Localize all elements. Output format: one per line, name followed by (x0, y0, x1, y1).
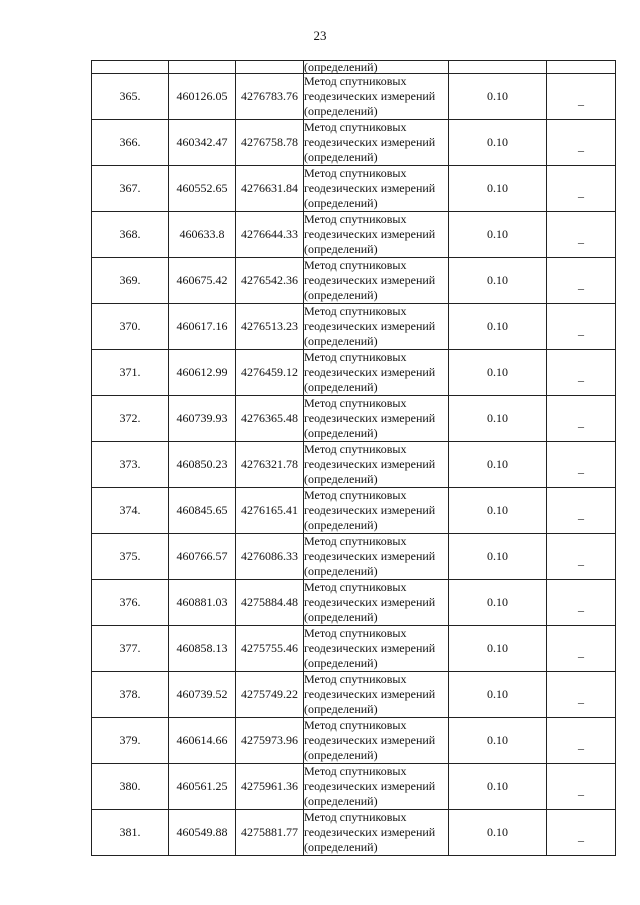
description-cell (547, 442, 616, 488)
method-line: геодезических измерений (304, 135, 436, 149)
coord-x-cell: 460633.8 (169, 212, 236, 258)
method-line: (определений) (304, 840, 378, 854)
coord-x-cell: 460126.05 (169, 74, 236, 120)
accuracy-cell: 0.10 (449, 764, 547, 810)
description-value: _ (578, 599, 584, 613)
coord-x-cell: 460850.23 (169, 442, 236, 488)
coord-x-cell: 460612.99 (169, 350, 236, 396)
coord-x-cell: 460739.52 (169, 672, 236, 718)
description-value: _ (578, 829, 584, 843)
method-line: геодезических измерений (304, 319, 436, 333)
point-number-cell: 372. (92, 396, 169, 442)
method-line: геодезических измерений (304, 227, 436, 241)
continuation-method-cell: (определений) (304, 61, 449, 74)
coordinates-table-body (92, 61, 616, 856)
method-cell (304, 304, 449, 350)
method-cell (304, 626, 449, 672)
point-number-cell: 377. (92, 626, 169, 672)
method-cell (304, 718, 449, 764)
method-line: геодезических измерений (304, 779, 436, 793)
method-line: геодезических измерений (304, 365, 436, 379)
method-line: Метод спутниковых (304, 580, 407, 594)
accuracy-cell: 0.10 (449, 442, 547, 488)
coord-x-cell: 460845.65 (169, 488, 236, 534)
accuracy-cell: 0.10 (449, 810, 547, 856)
description-cell (547, 396, 616, 442)
method-line: геодезических измерений (304, 89, 436, 103)
description-cell (547, 488, 616, 534)
coord-y-cell: 4276758.78 (236, 120, 304, 166)
method-line: (определений) (304, 656, 378, 670)
point-number-cell: 367. (92, 166, 169, 212)
description-cell (547, 718, 616, 764)
point-number-cell: 380. (92, 764, 169, 810)
accuracy-cell: 0.10 (449, 258, 547, 304)
coord-x-cell: 460617.16 (169, 304, 236, 350)
point-number-cell: 376. (92, 580, 169, 626)
coord-y-cell: 4275881.77 (236, 810, 304, 856)
method-cell (304, 488, 449, 534)
table-row (92, 304, 616, 350)
method-cell (304, 212, 449, 258)
accuracy-cell: 0.10 (449, 534, 547, 580)
table-row (92, 626, 616, 672)
coord-y-cell: 4275749.22 (236, 672, 304, 718)
coord-y-cell: 4276459.12 (236, 350, 304, 396)
description-cell (547, 304, 616, 350)
description-value: _ (578, 415, 584, 429)
description-cell (547, 258, 616, 304)
point-number-cell: 365. (92, 74, 169, 120)
method-line: Метод спутниковых (304, 626, 407, 640)
coord-y-cell: 4276542.36 (236, 258, 304, 304)
method-line: геодезических измерений (304, 503, 436, 517)
point-number-cell: 379. (92, 718, 169, 764)
method-cell (304, 74, 449, 120)
description-cell (547, 350, 616, 396)
method-cell (304, 258, 449, 304)
point-number-cell: 373. (92, 442, 169, 488)
description-cell (547, 534, 616, 580)
method-line: геодезических измерений (304, 273, 436, 287)
method-line: (определений) (304, 334, 378, 348)
description-value: _ (578, 139, 584, 153)
method-line: геодезических измерений (304, 181, 436, 195)
continuation-cell-y (236, 61, 304, 74)
table-row (92, 212, 616, 258)
method-line: Метод спутниковых (304, 534, 407, 548)
accuracy-cell: 0.10 (449, 120, 547, 166)
continuation-cell-x (169, 61, 236, 74)
description-value: _ (578, 277, 584, 291)
description-cell (547, 166, 616, 212)
coord-y-cell: 4276631.84 (236, 166, 304, 212)
description-value: _ (578, 737, 584, 751)
accuracy-cell: 0.10 (449, 396, 547, 442)
method-line: геодезических измерений (304, 687, 436, 701)
method-cell (304, 350, 449, 396)
description-value: _ (578, 645, 584, 659)
accuracy-cell: 0.10 (449, 350, 547, 396)
method-line: Метод спутниковых (304, 166, 407, 180)
description-value: _ (578, 185, 584, 199)
method-cell (304, 120, 449, 166)
point-number-cell: 370. (92, 304, 169, 350)
coord-x-cell: 460549.88 (169, 810, 236, 856)
method-line: геодезических измерений (304, 641, 436, 655)
description-value: _ (578, 507, 584, 521)
description-cell (547, 764, 616, 810)
description-cell (547, 580, 616, 626)
method-cell (304, 764, 449, 810)
description-value: _ (578, 783, 584, 797)
coord-x-cell: 460675.42 (169, 258, 236, 304)
method-line: Метод спутниковых (304, 120, 407, 134)
description-cell (547, 626, 616, 672)
point-number-cell: 378. (92, 672, 169, 718)
accuracy-cell: 0.10 (449, 166, 547, 212)
method-line: (определений) (304, 518, 378, 532)
table-row (92, 396, 616, 442)
method-line: Метод спутниковых (304, 718, 407, 732)
method-line: (определений) (304, 288, 378, 302)
coord-y-cell: 4276783.76 (236, 74, 304, 120)
accuracy-cell: 0.10 (449, 74, 547, 120)
accuracy-cell: 0.10 (449, 580, 547, 626)
description-cell (547, 810, 616, 856)
coord-x-cell: 460858.13 (169, 626, 236, 672)
point-number-cell: 368. (92, 212, 169, 258)
coord-y-cell: 4275973.96 (236, 718, 304, 764)
method-line: Метод спутниковых (304, 396, 407, 410)
method-line: Метод спутниковых (304, 212, 407, 226)
description-cell (547, 212, 616, 258)
method-line: Метод спутниковых (304, 258, 407, 272)
coord-y-cell: 4276644.33 (236, 212, 304, 258)
point-number-cell: 366. (92, 120, 169, 166)
coord-x-cell: 460614.66 (169, 718, 236, 764)
coord-y-cell: 4275884.48 (236, 580, 304, 626)
method-line: геодезических измерений (304, 457, 436, 471)
description-value: _ (578, 369, 584, 383)
table-row (92, 810, 616, 856)
description-cell (547, 120, 616, 166)
coord-x-cell: 460342.47 (169, 120, 236, 166)
method-line: геодезических измерений (304, 549, 436, 563)
description-value: _ (578, 231, 584, 245)
accuracy-cell: 0.10 (449, 626, 547, 672)
method-line: Метод спутниковых (304, 304, 407, 318)
method-cell (304, 534, 449, 580)
description-value: _ (578, 553, 584, 567)
continuation-cell-description (547, 61, 616, 74)
continuation-cell-num (92, 61, 169, 74)
accuracy-cell: 0.10 (449, 672, 547, 718)
method-line: Метод спутниковых (304, 350, 407, 364)
coord-x-cell: 460552.65 (169, 166, 236, 212)
method-line: (определений) (304, 610, 378, 624)
method-line: (определений) (304, 564, 378, 578)
method-line: геодезических измерений (304, 595, 436, 609)
coord-y-cell: 4276513.23 (236, 304, 304, 350)
description-value: _ (578, 323, 584, 337)
table-row (92, 488, 616, 534)
accuracy-cell: 0.10 (449, 212, 547, 258)
accuracy-cell: 0.10 (449, 488, 547, 534)
coordinates-table (91, 60, 616, 856)
description-cell (547, 672, 616, 718)
accuracy-cell: 0.10 (449, 718, 547, 764)
coord-y-cell: 4275755.46 (236, 626, 304, 672)
method-line: (определений) (304, 150, 378, 164)
description-value: _ (578, 691, 584, 705)
coord-y-cell: 4276165.41 (236, 488, 304, 534)
point-number-cell: 374. (92, 488, 169, 534)
table-row (92, 74, 616, 120)
point-number-cell: 369. (92, 258, 169, 304)
method-cell (304, 580, 449, 626)
method-line: Метод спутниковых (304, 672, 407, 686)
table-row (92, 350, 616, 396)
coord-x-cell: 460561.25 (169, 764, 236, 810)
point-number-cell: 371. (92, 350, 169, 396)
accuracy-cell: 0.10 (449, 304, 547, 350)
method-line: Метод спутниковых (304, 764, 407, 778)
method-line: (определений) (304, 794, 378, 808)
method-line: (определений) (304, 472, 378, 486)
method-line: (определений) (304, 702, 378, 716)
method-line: Метод спутниковых (304, 442, 407, 456)
point-number-cell: 375. (92, 534, 169, 580)
table-row (92, 120, 616, 166)
coord-y-cell: 4275961.36 (236, 764, 304, 810)
page-number: 23 (313, 28, 327, 43)
table-row (92, 534, 616, 580)
table-row (92, 718, 616, 764)
table-row (92, 764, 616, 810)
method-line: Метод спутниковых (304, 488, 407, 502)
table-row (92, 442, 616, 488)
point-number-cell: 381. (92, 810, 169, 856)
table-row (92, 672, 616, 718)
method-line: (определений) (304, 196, 378, 210)
method-line: (определений) (304, 426, 378, 440)
method-line: (определений) (304, 380, 378, 394)
description-cell (547, 74, 616, 120)
method-cell (304, 442, 449, 488)
method-line: Метод спутниковых (304, 74, 407, 88)
method-line: Метод спутниковых (304, 810, 407, 824)
coord-x-cell: 460739.93 (169, 396, 236, 442)
method-cell (304, 166, 449, 212)
coord-y-cell: 4276321.78 (236, 442, 304, 488)
continuation-row (92, 61, 616, 74)
coord-y-cell: 4276086.33 (236, 534, 304, 580)
description-value: _ (578, 461, 584, 475)
description-value: _ (578, 93, 584, 107)
method-line: (определений) (304, 748, 378, 762)
method-cell (304, 396, 449, 442)
continuation-cell-accuracy (449, 61, 547, 74)
method-cell (304, 810, 449, 856)
method-cell (304, 672, 449, 718)
method-line: геодезических измерений (304, 411, 436, 425)
method-line: (определений) (304, 242, 378, 256)
coord-x-cell: 460881.03 (169, 580, 236, 626)
method-line: (определений) (304, 104, 378, 118)
table-row (92, 580, 616, 626)
method-line: геодезических измерений (304, 825, 436, 839)
coord-x-cell: 460766.57 (169, 534, 236, 580)
table-row (92, 258, 616, 304)
coord-y-cell: 4276365.48 (236, 396, 304, 442)
method-line: геодезических измерений (304, 733, 436, 747)
table-row (92, 166, 616, 212)
